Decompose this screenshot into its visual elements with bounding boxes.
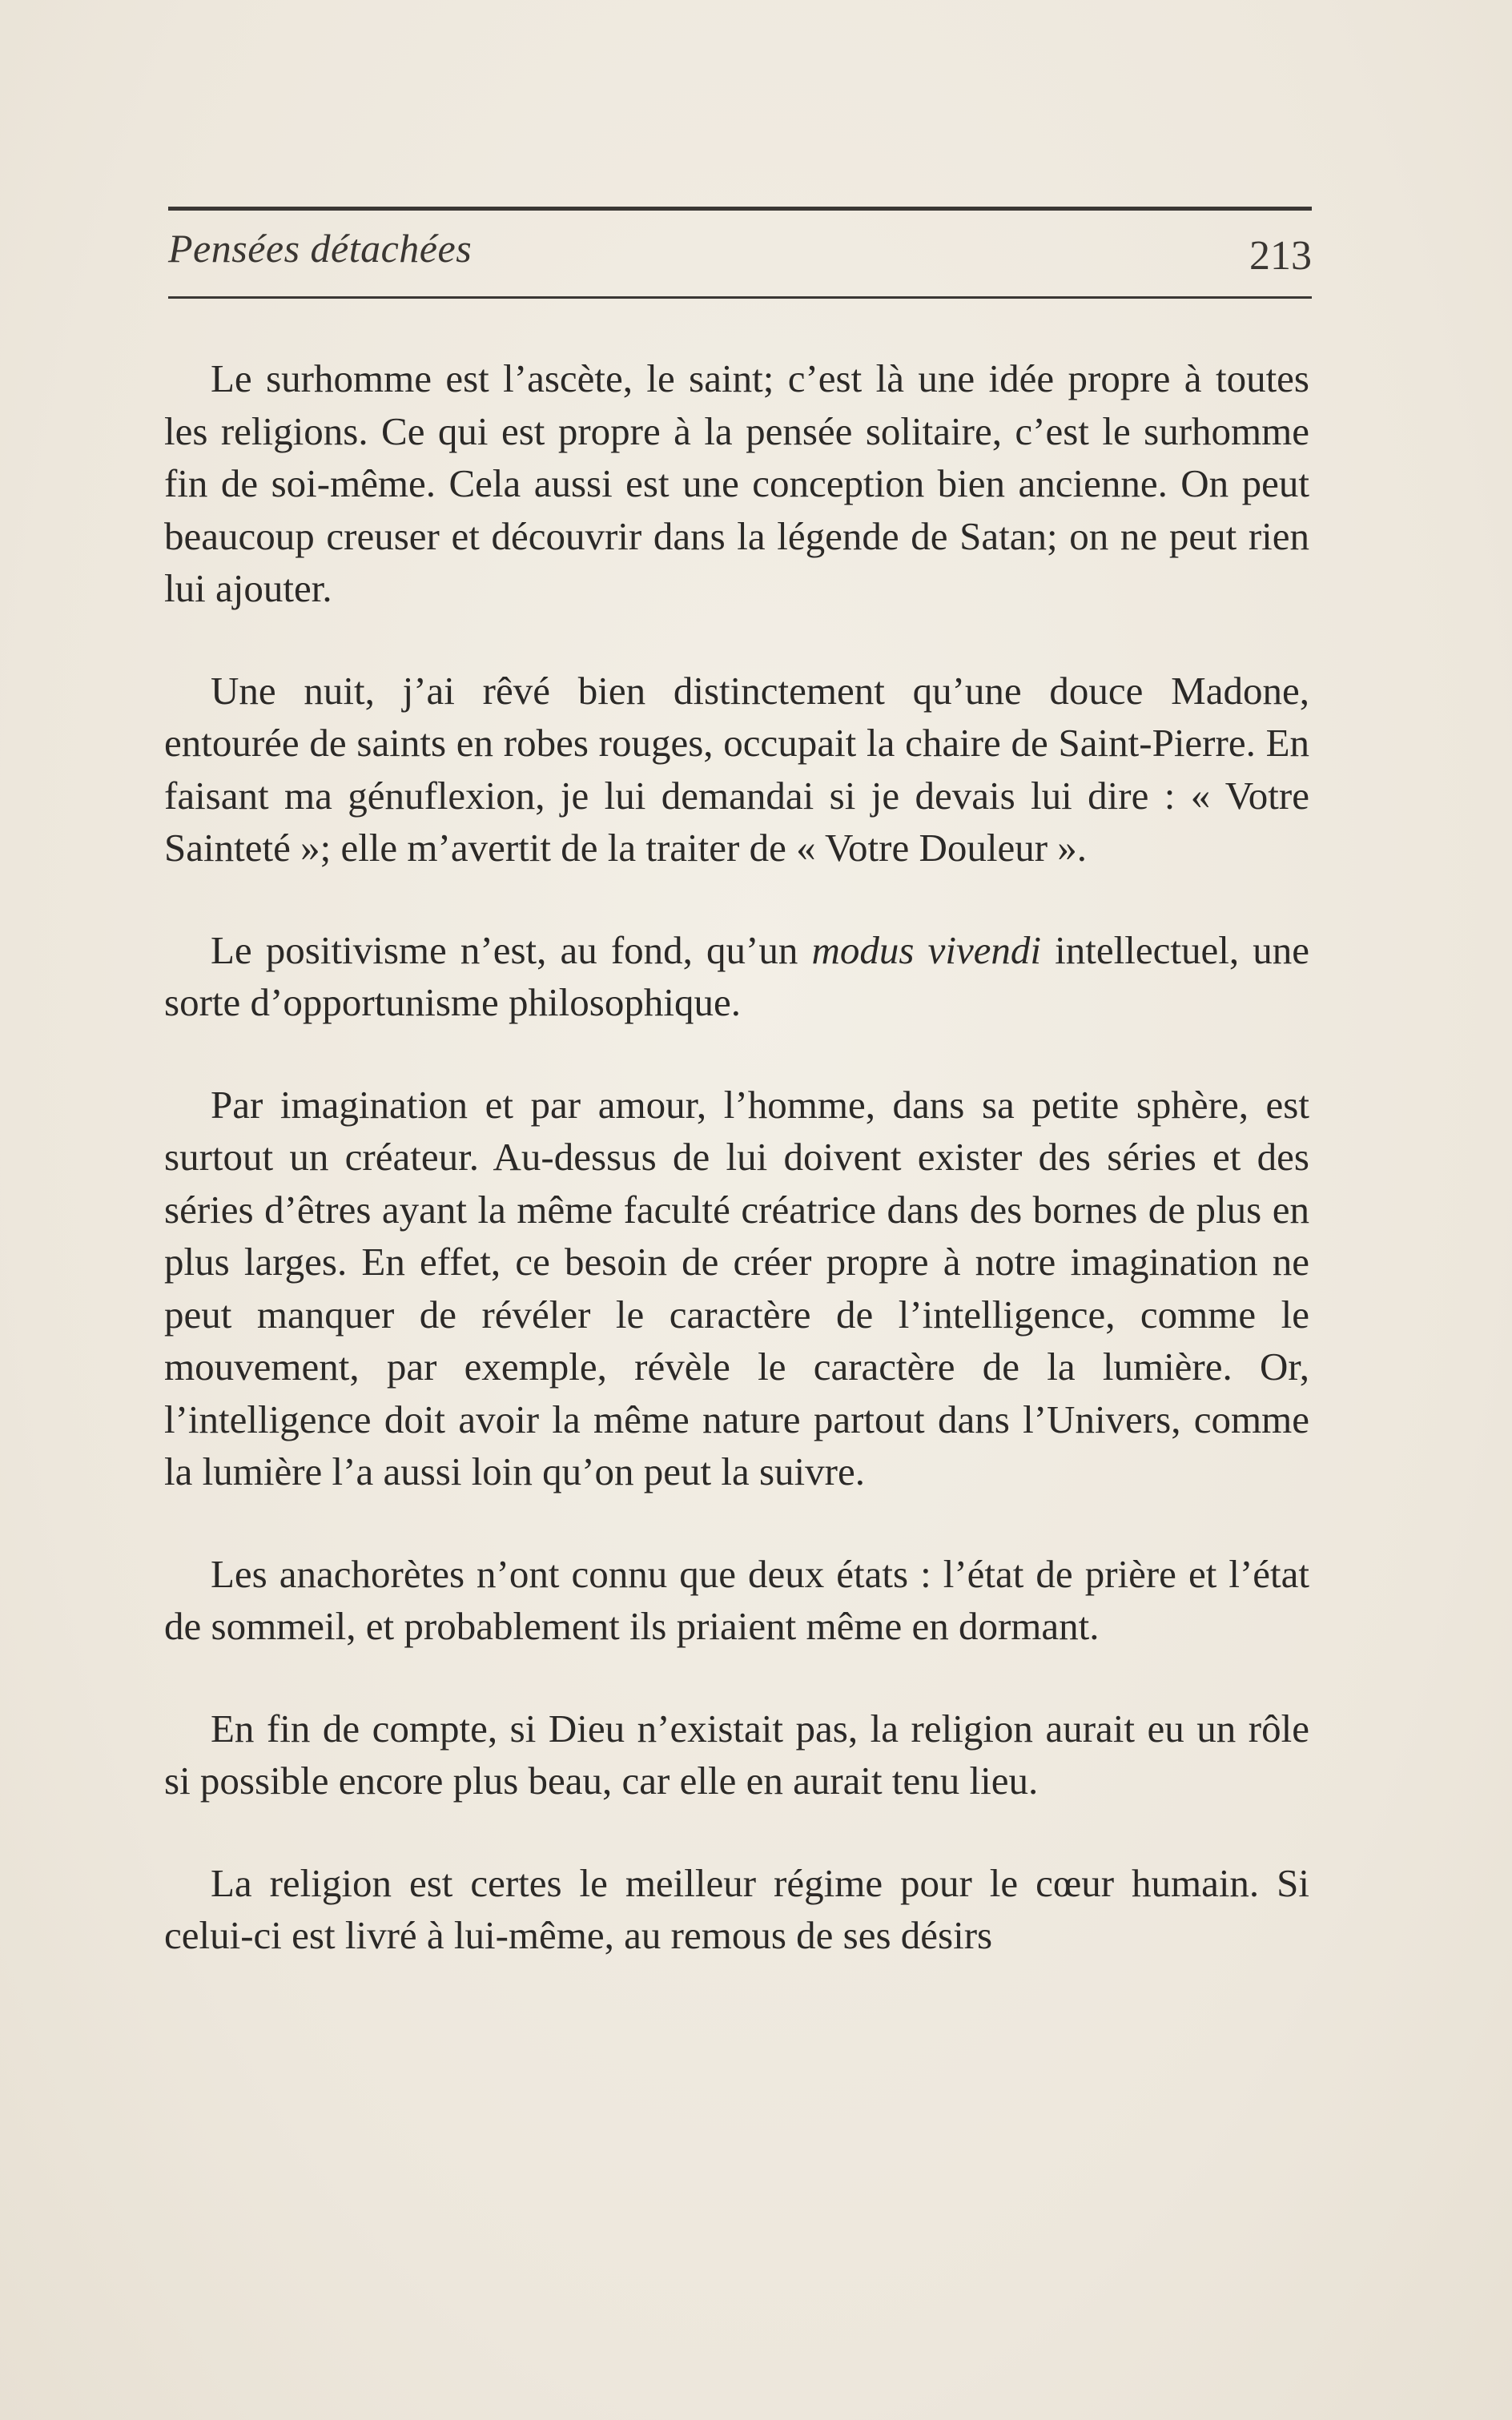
- paragraph-imagination: Par imagination et par amour, l’homme, dans sa petite sphère, est surtout un créateur. Au-dessus de lui doivent exister des séries et des séries d’êtres ayant la même faculté créatrice dans des bornes de plus en plus larges. En effet, ce besoin de créer propre à notre imagination ne peut manquer de révéler le caractère de l’intelligence, comme le mouvement, par exemple, révèle le caractère de la lumière. Or, l’intelligence doit avoir la même nature partout dans l’Univers, comme la lumière l’a aussi loin qu’on peut la suivre.: [164, 1082, 1309, 1493]
- paragraph-madone: Une nuit, j’ai rêvé bien distinctement qu’une douce Madone, entourée de saints en robes rouges, occupait la chaire de Saint-Pierre. En faisant ma génuflexion, je lui demandai si je devais lui dire : « Votre Sainteté »; elle m’avertit de la traiter de « Votre Douleur ».: [164, 668, 1309, 870]
- paragraph-dieu: En fin de compte, si Dieu n’existait pas, la religion aurait eu un rôle si possible encore plus beau, car elle en aurait tenu lieu.: [164, 1706, 1309, 1803]
- paragraph-positivisme-start: Le positivisme n’est, au fond, qu’un: [211, 927, 812, 972]
- page-number: 213: [1249, 233, 1312, 279]
- paragraph-positivisme: [164, 924, 1309, 1029]
- italic-phrase-modus-vivendi: modus vivendi: [811, 927, 1042, 972]
- header-bottom-rule: [168, 296, 1312, 299]
- paragraph-surhomme: Le surhomme est l’ascète, le saint; c’est là une idée propre à toutes les religions. Ce qui est propre à la pensée solitaire, c’est le surhomme fin de soi-même. Cela aussi est une conception bien ancienne. On peut beaucoup creuser et découvrir dans la légende de Satan; on ne peut rien lui ajouter.: [164, 356, 1309, 610]
- paragraph-positivisme-end: intellectuel, une sorte d’opportunisme philosophique.: [164, 927, 1309, 1024]
- paragraph-anachoretes: Les anachorètes n’ont connu que deux états : l’état de prière et l’état de sommeil, et probablement ils priaient même en dormant.: [164, 1551, 1309, 1648]
- header-top-rule: [168, 207, 1312, 211]
- running-title: Pensées détachées: [168, 226, 472, 271]
- body-text: [164, 352, 1309, 2012]
- paragraph-religion: La religion est certes le meilleur régime pour le cœur humain. Si celui-ci est livré à lui-même, au remous de ses désirs: [164, 1860, 1309, 1957]
